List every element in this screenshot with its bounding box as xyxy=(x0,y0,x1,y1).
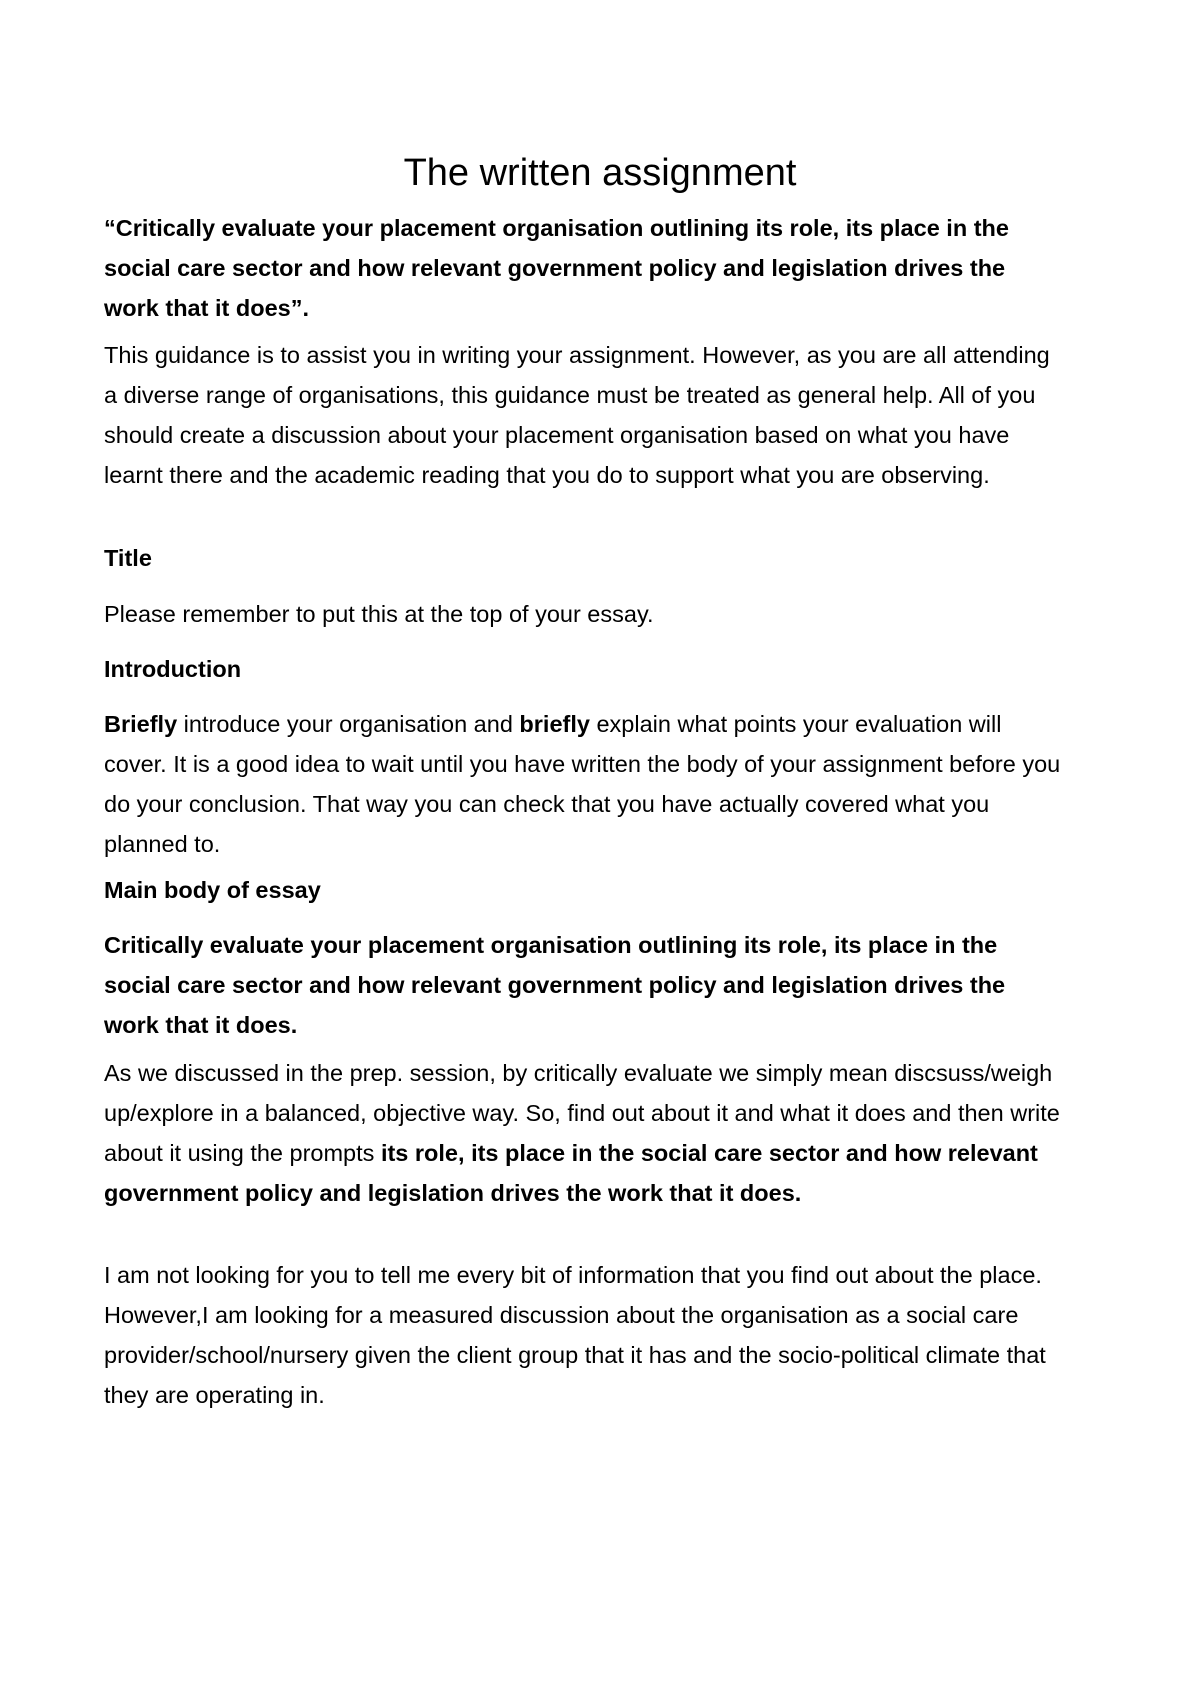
main-body-text: As we discussed in the prep. session, by critically evaluate we simply mean discsuss/weigh up/explore in a balanced, objective way. So, find out about it and what it does and then write about it using the prompts xyxy=(104,1060,1060,1166)
introduction-paragraph xyxy=(104,704,1064,864)
main-body-question: Critically evaluate your placement organisation outlining its role, its place in the social care sector and how relevant government policy and legislation drives the work that it does. xyxy=(104,932,1006,1038)
intro-emphasis-2: briefly xyxy=(519,711,590,737)
intro-emphasis-1: Briefly xyxy=(104,711,178,737)
intro-text-1: introduce your organisation and xyxy=(177,711,520,737)
closing-paragraph: I am not looking for you to tell me every bit of information that you find out about the place. However,I am looking for a measured discussion about the organisation as a social care provider/school/nursery given the client group that it has and the socio-political climate that they are operating in. xyxy=(104,1262,1046,1408)
assignment-question: “Critically evaluate your placement organisation outlining its role, its place in the social care sector and how relevant government policy and legislation drives the work that it does”. xyxy=(104,215,1009,321)
main-body-heading: Main body of essay xyxy=(104,877,321,903)
intro-text-2: explain what points your evaluation will cover. It is a good idea to wait until you have written the body of your assignment before you do your conclusion. That way you can check that you have actually covered what you planned to. xyxy=(104,711,1061,857)
title-text: Please remember to put this at the top of your essay. xyxy=(104,601,654,627)
introduction-heading: Introduction xyxy=(104,656,242,682)
title-heading: Title xyxy=(104,545,152,571)
main-body-paragraph xyxy=(104,1053,1064,1213)
document-title: The written assignment xyxy=(403,152,797,194)
main-body-emphasis: its role, its place in the social care sector and how relevant government policy and legislation drives the work that it does. xyxy=(104,1140,1038,1206)
guidance-paragraph: This guidance is to assist you in writing your assignment. However, as you are all attending a diverse range of organisations, this guidance must be treated as general help. All of you should create a discussion about your placement organisation based on what you have learnt there and the academic reading that you do to support what you are observing. xyxy=(104,342,1050,488)
